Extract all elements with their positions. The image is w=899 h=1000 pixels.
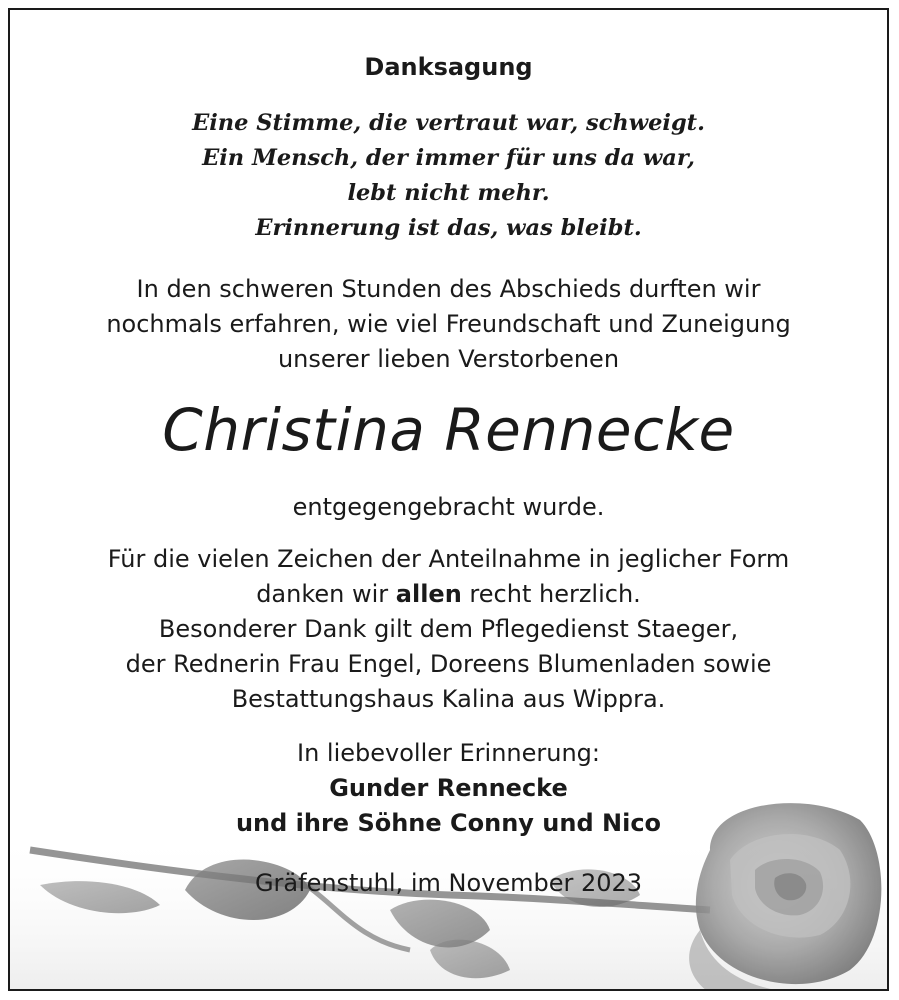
thanks-paragraph [10,542,887,717]
thanks-line: der Rednerin Frau Engel, Doreens Blumenladen sowie [125,650,772,678]
verse-line: Eine Stimme, die vertraut war, schweigt. [192,110,705,136]
thanks-line: Bestattungshaus Kalina aus Wippra. [231,685,666,713]
signoff-intro: In liebevoller Erinnerung: [297,739,600,767]
mourner-family: und ihre Söhne Conny und Nico [235,809,662,837]
verse-line: Ein Mensch, der immer für uns da war, [202,145,695,171]
deceased-name: Christina Rennecke [162,396,735,464]
intro-line: In den schweren Stunden des Abschieds durften wir [136,275,761,303]
thanks-emphasis: allen [395,580,462,608]
after-name-line: entgegengebracht wurde. [292,493,605,521]
place-date: Gräfenstuhl, im November 2023 [254,869,643,897]
memorial-verse [10,106,887,246]
thanks-line: Für die vielen Zeichen der Anteilnahme in jeglicher Form [107,545,790,573]
verse-line: Erinnerung ist das, was bleibt. [255,215,642,241]
obituary-notice [8,8,889,991]
intro-paragraph [10,272,887,377]
thanks-line: Besonderer Dank gilt dem Pflegedienst Staeger, [158,615,739,643]
thanks-line [10,577,887,612]
signoff [10,736,887,841]
verse-line: lebt nicht mehr. [347,180,550,206]
thanks-text: recht herzlich. [461,580,641,608]
notice-heading: Danksagung [364,53,533,81]
thanks-text: danken wir [256,580,396,608]
intro-line: nochmals erfahren, wie viel Freundschaft und Zuneigung [106,310,791,338]
intro-line: unserer lieben Verstorbenen [277,345,620,373]
mourner-name: Gunder Rennecke [329,774,568,802]
